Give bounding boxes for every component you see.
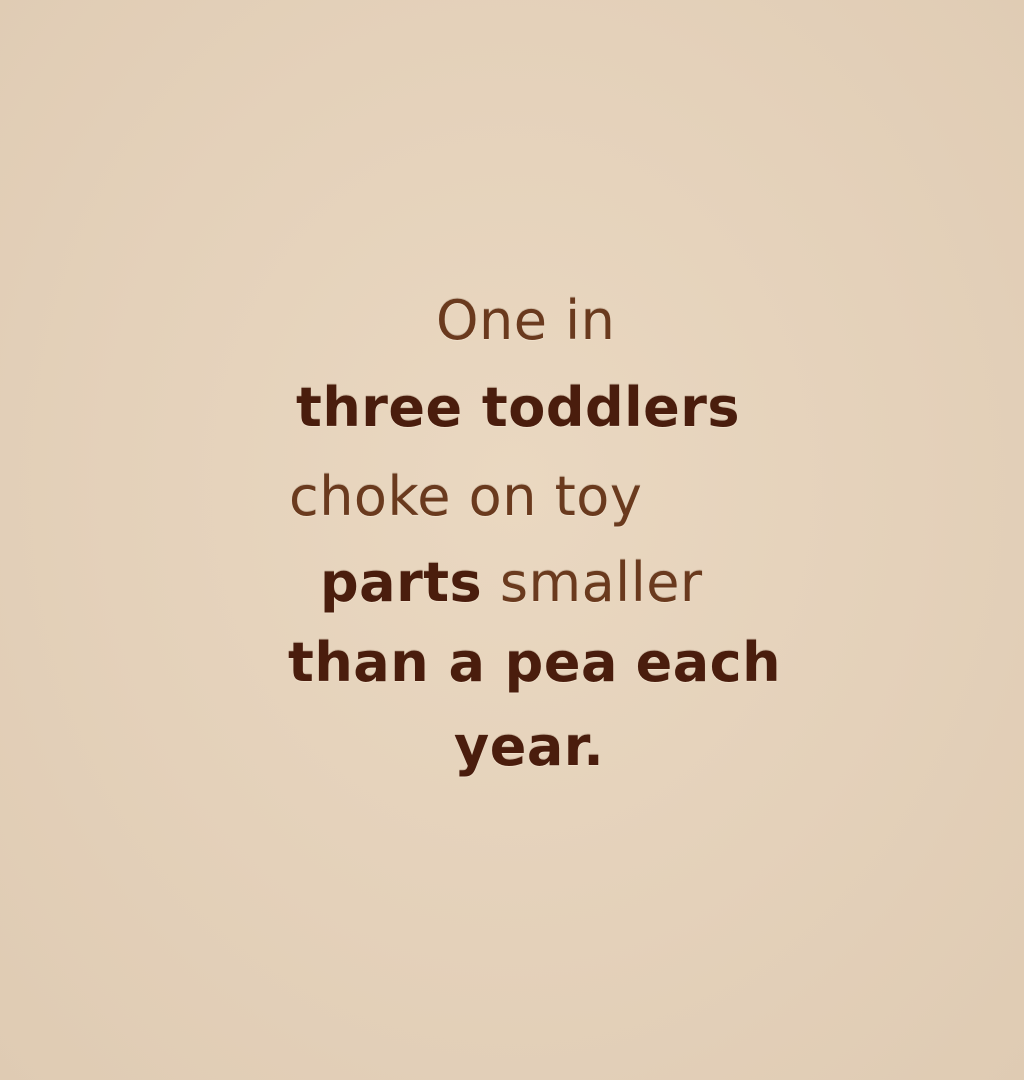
text-line-2 <box>296 376 741 439</box>
text-three-toddlers: three toddlers <box>296 376 741 439</box>
text-parts: parts <box>320 551 483 614</box>
text-line-4 <box>320 551 703 614</box>
text-than-a-pea: than a pea <box>288 631 618 694</box>
text-line-1 <box>436 289 616 352</box>
text-smaller: smaller <box>499 551 703 614</box>
text-each: each <box>635 631 782 694</box>
text-line-3 <box>289 465 643 528</box>
text-choke-on-toy: choke on toy <box>289 465 643 528</box>
text-line-5 <box>288 631 782 694</box>
text-one-in: One in <box>436 289 616 352</box>
text-year: year. <box>454 715 605 778</box>
text-line-6 <box>454 715 605 778</box>
